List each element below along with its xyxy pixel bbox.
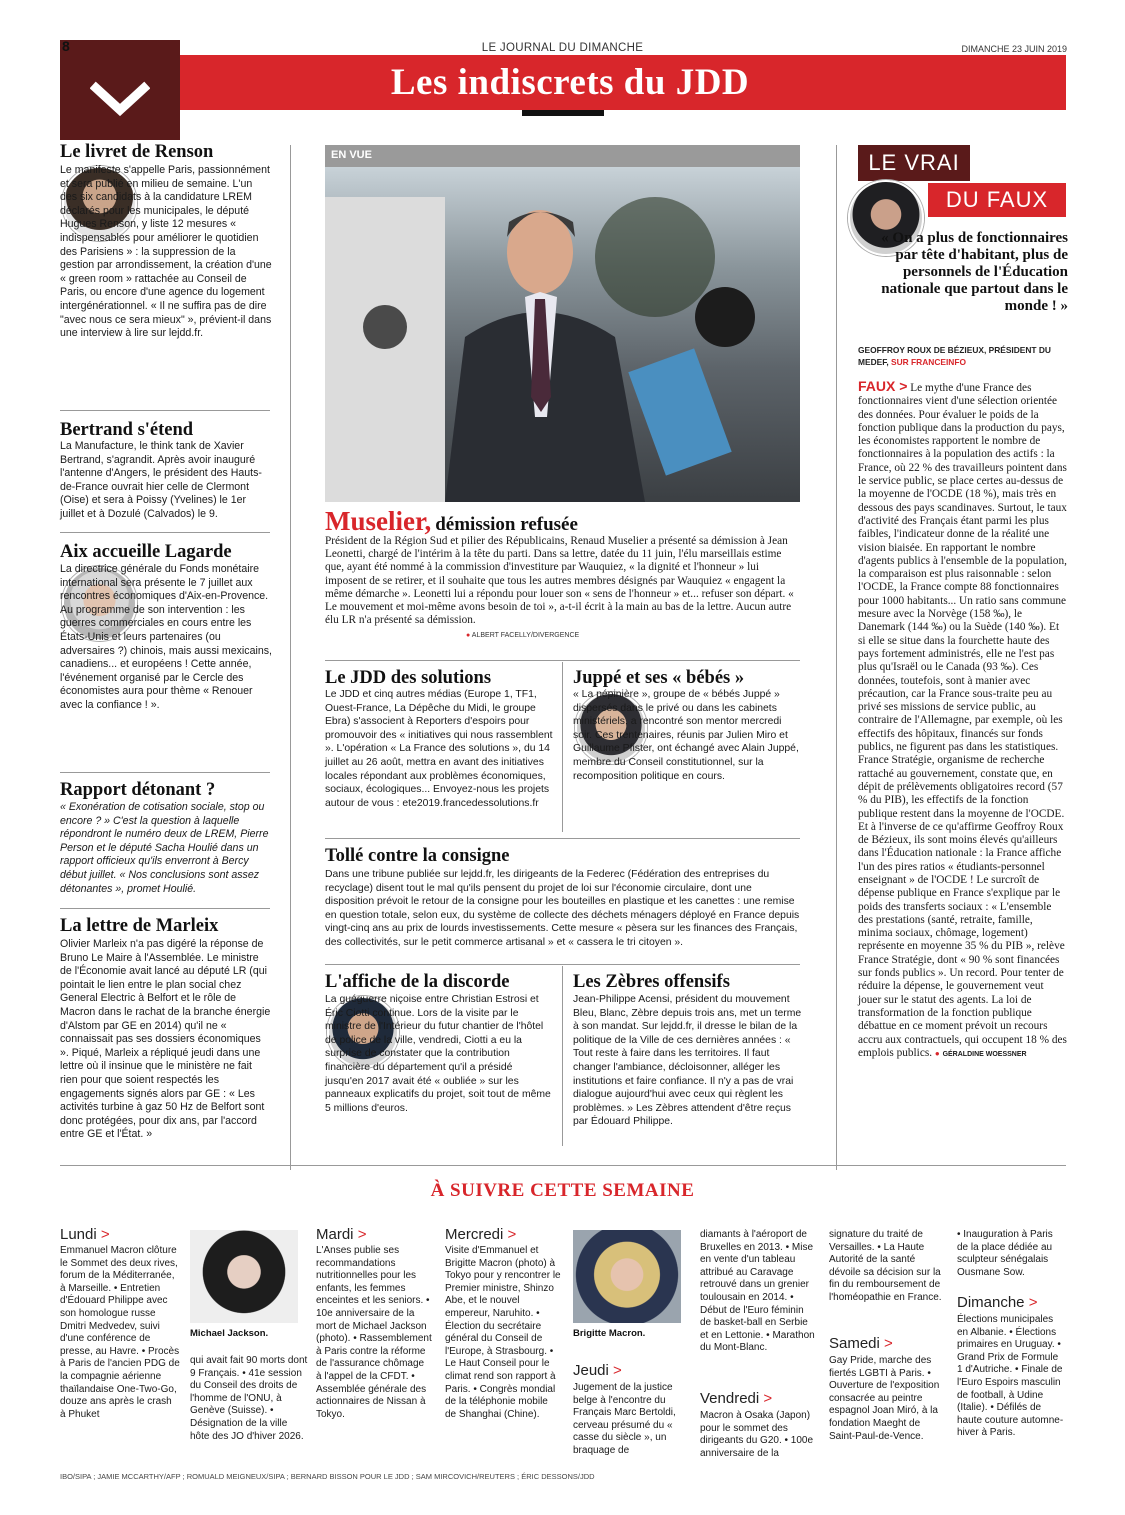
lagarde-heading: Aix accueille Lagarde	[60, 542, 232, 562]
en-vue-label: EN VUE	[331, 149, 372, 161]
rapport-body: « Exonération de cotisation sociale, stop ou encore ? » C'est la question à laquelle répondront le numéro deux de LREM, Pierre Person et le député Sacha Houlié dans un rapport officieux qu'ils enverront à Bercy début juillet. « Nos conclusions sont assez détonantes », promet Houlié.	[60, 801, 269, 895]
divider	[60, 410, 270, 411]
col5-text: diamants à l'aéroport de Bruxelles en 2013. • Mise en vente d'un tableau attribué au Caravage retrouvé dans un grenier toulousain en 2014. • Début de l'Euro féminin de basket-ball en Serbie et en Lettonie. • Marathon du Mont-Blanc.	[700, 1229, 815, 1354]
day-vendredi-label: Vendredi	[700, 1390, 760, 1407]
attribution-source: SUR FRANCEINFO	[891, 357, 966, 367]
vrai-label-text: LE VRAI	[868, 150, 960, 175]
rapport-heading: Rapport détonant ?	[60, 780, 216, 800]
zebres-heading: Les Zèbres offensifs	[573, 972, 730, 992]
muselier-heading	[325, 506, 578, 537]
lundi-body: Emmanuel Macron clôture le Sommet des deux rives, forum de la Méditerranée, à Marseille. • Entretien d'Édouard Philippe avec son homologue russe Dmitri Medvedev, suivi d'une conférence de presse, au Havre. • Procès à Paris de l'ancien PDG de la compagnie aérienne thaïlandaise One-Two-Go, douze ans après le crash à Phuket	[60, 1245, 180, 1420]
issue-date: DIMANCHE 23 JUIN 2019	[961, 44, 1067, 54]
vrai-attribution	[858, 344, 1068, 368]
day-samedi: Samedi >	[829, 1335, 893, 1352]
affiche-body: La guéguerre niçoise entre Christian Estrosi et Éric Ciotti continue. Lors de la visite par le ministre de l'Intérieur du futur chantier de l'hôtel de police de la ville, vendredi, Ciotti a eu la surprise de constater que la contribution financière du département qu'il a présidé jusqu'en 2017 avait été « oubliée » sur les panneaux explicatifs du projet, soit tout de même 5 millions d'euros.	[325, 994, 551, 1114]
marleix-body: Olivier Marleix n'a pas digéré la réponse de Bruno Le Maire à l'Assemblée. Le ministre de l'Économie avait lancé au député LR (qui pointait le lien entre le plan social chez General Electric à Belfort et le rôle de Macron dans le rachat de la branche énergie d'Alstom par GE en 2014) qu'il ne « connaissait pas ses dossiers économiques ». Piqué, Marleix a répliqué jeudi dans une lettre où il insinue que le ministère ne fait rien pour que soient respectés les engagements signés alors par GE : « Les activités turbine à gaz 50 Hz de Belfort sont donc protégées, pour dix ans, par l'accord entre GE et l'État. »	[60, 938, 271, 1141]
divider	[60, 772, 270, 773]
page-title: Les indiscrets du JDD	[390, 62, 750, 103]
muselier-name: Muselier,	[325, 506, 432, 536]
brigitte-photo	[573, 1230, 681, 1323]
consigne-heading: Tollé contre la consigne	[325, 846, 510, 866]
juppe-body: « La pépinière », groupe de « bébés Juppé » dispersés dans le privé ou dans les cabinets ministériels, a rencontré son mentor mercredi soir. Ces trentenaires, réunis par Julien Miro et Guillaume Pfister, ont échangé avec Alain Juppé, membre du Conseil constitutionnel, sur la recomposition politique en cours.	[573, 689, 799, 782]
vrai-author: GÉRALDINE WOESSNER	[942, 1050, 1027, 1058]
divider	[60, 908, 270, 909]
vendredi-body: Macron à Osaka (Japon) pour le sommet des dirigeants du G20. • 100e anniversaire de la	[700, 1410, 814, 1459]
day-mercredi-label: Mercredi	[445, 1226, 504, 1243]
faux-label-text: DU FAUX	[945, 187, 1049, 212]
corner-block[interactable]	[60, 40, 180, 140]
photo-credits: IBO/SIPA ; JAMIE MCCARTHY/AFP ; ROMUALD MEIGNEUX/SIPA ; BERNARD BISSON POUR LE JDD ; SAM MIRCOVICH/REUTERS ; ÉRIC DESSONS/JDD	[60, 1472, 595, 1481]
jackson-text: qui avait fait 90 morts dont 9 Français. • 41e session du Conseil des droits de l'homme de l'ONU, à Genève (Suisse). • Désignation de la ville hôte des JO d'hiver 2026.	[190, 1355, 308, 1442]
chevron-down-icon	[90, 80, 150, 120]
lagarde-body: La directrice générale du Fonds monétaire international sera présente le 7 juillet aux rencontres économiques d'Aix-en-Provence. Au programme de son intervention : les guerres commerciales en cours entre les États-Unis et leurs partenaires (ou adversaires ?) chinois, mais aussi mexicains, canadiens... et européens ! Cette année, l'événement organisé par le Cercle des économistes aura pour thème « Renouer avec la confiance ! ».	[60, 563, 272, 711]
day-jeudi: Jeudi >	[573, 1362, 622, 1379]
en-vue-bar	[325, 145, 800, 167]
day-dimanche: Dimanche >	[957, 1294, 1038, 1311]
jeudi-body: Jugement de la justice belge à l'encontre du Français Marc Bertoldi, cerveau présumé du « casse du siècle », un braquage de	[573, 1382, 676, 1456]
week-title: À SUIVRE CETTE SEMAINE	[430, 1180, 695, 1201]
muselier-credit-text: ALBERT FACELLY/DIVERGENCE	[471, 632, 580, 639]
column-divider	[562, 966, 563, 1146]
zebres-body: Jean-Philippe Acensi, président du mouvement Bleu, Blanc, Zèbre depuis trois ans, met un terme à son mandat. Sur lejdd.fr, il dresse le bilan de la politique de la Ville de ces dernières années : « Tout reste à faire dans les territoires. Il faut changer l'ambiance, décloisonner, alléger les institutions et faire confiance. Il n'y a pas de vrai dialogue aujourd'hui avec ceux qui règlent les problèmes. » Les Zèbres attendent d'être reçus par Édouard Philippe.	[573, 994, 802, 1128]
marleix-heading: La lettre de Marleix	[60, 916, 219, 936]
day-lundi: Lundi >	[60, 1226, 110, 1243]
day-mardi: Mardi >	[316, 1226, 367, 1243]
title-underline	[522, 110, 604, 116]
muselier-figure	[325, 167, 800, 502]
column-divider	[290, 145, 291, 1170]
mercredi-body: Visite d'Emmanuel et Brigitte Macron (photo) à Tokyo pour y rencontrer le Premier ministre, Shinzo Abe, et le nouvel empereur, Naruhito. • Élection du secrétaire général du Conseil de l'Europe, à Strasbourg. • Le Haut Conseil pour le climat rend son rapport à Paris. • Congrès mondial de la téléphonie mobile de Shanghai (Chine).	[445, 1245, 561, 1420]
bertrand-heading: Bertrand s'étend	[60, 420, 194, 440]
vrai-quote: « On a plus de fonctionnaires par tête d'habitant, plus de personnels de l'Éducation nationale que partout dans le monde ! »	[881, 230, 1068, 314]
muselier-credit	[466, 632, 579, 639]
day-lundi-label: Lundi	[60, 1226, 97, 1243]
attribution-text: GEOFFROY ROUX DE BÉZIEUX, PRÉSIDENT DU MEDEF,	[858, 345, 1051, 367]
column-divider	[562, 662, 563, 832]
solutions-body: Le JDD et cinq autres médias (Europe 1, TF1, Ouest-France, La Dépêche du Midi, le groupe Ebra) s'associent à Reporters d'espoirs pour promouvoir des « initiatives qui nous rassemblent ». L'opération « La France des solutions », du 14 juillet au 26 août, mettra en avant des initiatives locales répondant aux problèmes économiques, sociaux, écologiques... Envoyez-nous les projets autour de vous : ete2019.francedessolutions.fr	[325, 689, 553, 809]
divider	[325, 838, 800, 839]
vrai-text: Le mythe d'une France des fonctionnaires vient d'une sélection orientée des données. Pour évaluer le poids de la fonction publique dans la production du pays, les économistes rapportent le nombre de fonctionnaires à la population des actifs : la France, où 22 % des travailleurs pointent dans le service public, se place certes au-dessus de la moyenne de l'OCDE (18 %), mais très en dessous des pays scandinaves. Surtout, le taux d'activité des Français étant parmi les plus faibles, l'indicateur donne de la réalité une vision biaisée. En rapportant le nombre d'agents publics à l'ensemble de la population, la comparaison est plus raisonnable : selon l'OCDE, la France compte 88 fonctionnaires pour 1000 habitants... Un ratio sans commune mesure avec la Norvège (158 ‰), le Danemark (144 ‰) ou la Suède (140 ‰). Et si elle se situe dans la fourchette haute des pays fortement administrés, elle ne l'est pas plus qu'Israël ou le Canada (93 ‰). Ces données, toutefois, sont à manier avec précaution, car la France sous-traite peu au privé ses missions de service public, au contraire de l'Allemagne, par exemple, où les effectifs des hôpitaux, financés sur fonds publics, ne figurent pas dans les statistiques. France Stratégie, organisme de recherche rattaché au gouvernement, constate que, en dépit de prélèvements obligatoires record (57 % du PIB), les effectifs de la fonction publique restent dans la moyenne de l'OCDE. Et à l'inverse de ce qu'affirme Geoffroy Roux de Bézieux, ils sont moins élevés qu'ailleurs dans l'Éducation nationale : la France affiche l'un des pires ratios « étudiants-personnel enseignant » de l'OCDE ! Le surcroît de dépense publique en France s'explique par le poids des transferts sociaux : « L'ensemble des prestations (santé, retraite, famille, minima sociaux, chômage, logement) représente en moyenne 35 % du PIB », relève France Stratégie, dont « 90 % sont financées sur fonds publics ». Un record. Pour tenter de réduire la dépense, le gouvernement veut jouer sur le statut des agents. La loi de transformation de la fonction publique débattue en ce moment prévoit un recours accru aux contractuels, qui occupent 18 % des emplois publics.	[858, 382, 1067, 1059]
juppe-heading: Juppé et ses « bébés »	[573, 668, 745, 688]
renson-body: Le manifeste s'appelle Paris, passionnément et sera publié en milieu de semaine. L'un des six candidats à la candidature LREM déclarés pour les municipales, le député Hugues Renson, y liste 12 mesures « indispensables pour améliorer le quotidien des Parisiens » : la suppression de la gestion par arrondissement, la création d'une « green room » rattachée au Conseil de Paris, ou encore d'une agence du logement intergénérationnel. « Il ne suffira pas de dire "avec nous ce sera mieux" », prévient-il dans une interview à lire sur lejdd.fr.	[60, 164, 272, 340]
muselier-body: Président de la Région Sud et pilier des Républicains, Renaud Muselier a présenté sa démission à Jean Leonetti, chargé de l'intérim à la tête du parti. Dans sa lettre, datée du 11 juin, l'élu marseillais estime que, ayant été nommé à la commission d'investiture par Wauquiez, « la dignité et l'honneur » lui imposent de se retirer, et il souhaite que tous les autres membres désignés par Wauquiez « engagent la même démarche ». Leonetti lui a répondu pour louer son « sens de l'honneur » et... refuser son départ. « Le mouvement et moi-même avons besoin de toi », a-t-il écrit à la main au bas de la lettre. Aucun autre élu LR n'a présenté sa démission.	[325, 535, 794, 627]
jackson-photo	[190, 1230, 298, 1323]
consigne-body: Dans une tribune publiée sur lejdd.fr, les dirigeants de la Federec (Fédération des entreprises du recyclage) disent tout le mal qu'ils pensent du projet de loi sur l'économie circulaire, dont une disposition prévoit le retour de la consigne pour les bouteilles en plastique et les canettes : une remise en question totale, selon eux, du système de collecte des déchets ménagers déployé en France depuis vingt-cinq ans au prix de lourds investissements. Cette mesure « pèsera sur les finances des Français, des collectivités, sur le petit commerce artisanal » et « cassera le tri citoyen ».	[325, 869, 800, 948]
muselier-subtitle: démission refusée	[435, 514, 578, 535]
divider	[60, 532, 270, 533]
page-number: 8	[62, 38, 70, 54]
column-divider	[836, 145, 837, 1170]
mardi-body: L'Anses publie ses recommandations nutritionnelles pour les enfants, les femmes enceintes et les seniors. • 10e anniversaire de la mort de Michael Jackson (photo). • Rassemblement à Paris contre la réforme de l'assurance chômage à l'appel de la CFDT. • Assemblée générale des actionnaires de Nissan à Tokyo.	[316, 1245, 432, 1420]
affiche-heading: L'affiche de la discorde	[325, 972, 510, 992]
col6-text: signature du traité de Versailles. • La Haute Autorité de la santé dévoile sa décision sur la fin du remboursement de l'homéopathie en France.	[829, 1229, 942, 1303]
col7-text: • Inauguration à Paris de la place dédiée au sculpteur sénégalais Ousmane Sow.	[957, 1229, 1053, 1278]
solutions-heading: Le JDD des solutions	[325, 668, 492, 688]
divider	[325, 660, 800, 661]
bertrand-body: La Manufacture, le think tank de Xavier Bertrand, s'agrandit. Après avoir inauguré l'antenne d'Angers, le président des Hauts-de-France ouvrait hier celle de Clermont (Oise) et sera à Poissy (Yvelines) le 1er juillet et à Dozulé (Calvados) le 9.	[60, 440, 262, 520]
divider	[60, 1165, 1066, 1166]
dimanche-body: Élections municipales en Albanie. • Élections primaires en Uruguay. • Grand Prix de Formule 1 d'Autriche. • Finale de l'Euro Espoirs masculin de football, à Udine (Italie). • Défilés de haute couture automne-hiver à Paris.	[957, 1314, 1064, 1439]
bullet-dot-icon: ●	[934, 1048, 940, 1058]
renson-heading: Le livret de Renson	[60, 142, 214, 162]
bullet-dot-icon: ●	[466, 632, 471, 639]
faux-verdict: FAUX >	[858, 378, 908, 394]
samedi-body: Gay Pride, marche des fiertés LGBTI à Paris. • Ouverture de l'exposition consacrée au peintre espagnol Joan Miró, à la fondation Maeght de Saint-Paul-de-Vence.	[829, 1355, 940, 1442]
journal-name: LE JOURNAL DU DIMANCHE	[481, 42, 644, 54]
day-dimanche-label: Dimanche	[957, 1294, 1025, 1311]
brigitte-caption: Brigitte Macron.	[573, 1328, 646, 1339]
day-mardi-label: Mardi	[316, 1226, 354, 1243]
day-vendredi: Vendredi >	[700, 1390, 773, 1407]
day-jeudi-label: Jeudi	[573, 1362, 609, 1379]
jackson-caption: Michael Jackson.	[190, 1328, 269, 1339]
day-mercredi: Mercredi >	[445, 1226, 517, 1243]
divider	[325, 964, 800, 965]
muselier-photo	[325, 167, 800, 502]
vrai-body	[858, 380, 1068, 1061]
day-samedi-label: Samedi	[829, 1335, 880, 1352]
